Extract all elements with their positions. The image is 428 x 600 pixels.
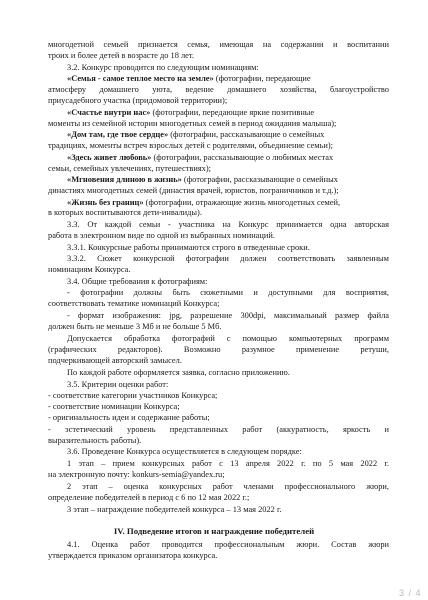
nomination-description: (фотографии, передающие яркие позитивные: [150, 108, 315, 117]
nomination-title: «Семья - самое теплое место на земле»: [67, 74, 214, 83]
page-number: 3 / 4: [399, 588, 422, 598]
requirement-line: По каждой работе оформляется заявка, согласно приложению.: [67, 368, 290, 377]
nomination-3: [67, 129, 324, 140]
nomination-title: «Счастье внутри нас»: [67, 108, 151, 117]
paragraph-line: традициях, моменты встреч взрослых детей с родителями, объединение семьи);: [48, 141, 333, 150]
section-3-2-line: 3.2. Конкурс проводится по следующим номинациям:: [67, 63, 259, 72]
nomination-description: (фотографии, отражающие жизнь многодетных семей,: [143, 198, 341, 207]
nomination-1: [67, 73, 311, 84]
criterion-line: выразительность работы).: [48, 436, 142, 445]
requirement-line: подчеркивающей авторский замысел.: [48, 356, 182, 365]
paragraph-line: троих и более детей в возрасте до 18 лет.: [48, 51, 195, 60]
nomination-description: (фотографии, рассказывающие о семейных: [181, 175, 338, 184]
nomination-2: [67, 107, 314, 118]
stage-line: 2 этап – оценка конкурсных работ членами профессионального жюри,: [67, 482, 389, 491]
section-4-heading: IV. Подведение итогов и награждение победителей: [113, 526, 315, 536]
nomination-title: «Дом там, где твое сердце»: [67, 130, 169, 139]
nomination-4: [67, 152, 333, 163]
nomination-description: (фотографии, рассказывающие о любимых местах: [151, 153, 334, 162]
section-3-6-line: 3.6. Проведение Конкурса осуществляется в следующем порядке:: [67, 447, 302, 456]
nomination-title: «Здесь живет любовь»: [67, 153, 152, 162]
requirement-line: (графических редакторов). Возможно разумное применение ретуши,: [48, 345, 389, 354]
paragraph-line: моменты из семейной истории многодетных семей в период ожидания малыша);: [48, 119, 337, 128]
paragraph-line: семьи, семейных увлечениях, путешествиях);: [48, 164, 211, 173]
paragraph-line: 3.3. От каждой семьи - участника на Конкурс принимается одна авторская: [67, 220, 389, 229]
paragraph-line: приусадебного участка (придомовой территории);: [48, 96, 228, 105]
nomination-title: «Мгновения длиною в жизнь»: [67, 175, 182, 184]
criterion-line: - оригинальность идеи и содержание работы;: [48, 413, 210, 422]
nomination-description: (фотографии, передающие: [213, 74, 311, 83]
section-3-5-line: 3.5. Критерии оценки работ:: [67, 380, 169, 389]
paragraph-line: в которых воспитываются дети-инвалиды).: [48, 208, 202, 217]
paragraph-line: утверждается приказом организатора конкурса.: [48, 551, 218, 560]
paragraph-line: атмосферу домашнего уюта, ведение домашнего хозяйства, благоустройство: [48, 85, 389, 94]
criterion-line: - соответствие категории участников Конкурса;: [48, 391, 218, 400]
paragraph-line: работа в электронном виде по одной из выбранных номинаций.: [48, 231, 275, 240]
criterion-line: - соответствие номинации Конкурса;: [48, 402, 180, 411]
requirement-line: - формат изображения: jpg, разрешение 300dpi, максимальный размер файла: [67, 311, 389, 320]
paragraph-line: многодетной семьей признается семья, имеющая на содержании и воспитании: [48, 40, 389, 49]
requirement-line: - фотографии должны быть сюжетными и доступными для восприятия,: [67, 288, 389, 297]
stage-line: на электронную почту: konkurs-semia@yandex.ru;: [48, 470, 225, 479]
paragraph-line: номинациям Конкурса.: [48, 265, 131, 274]
criterion-line: - эстетический уровень представленных работ (аккуратность, яркость и: [48, 425, 389, 434]
paragraph-line: династиях многодетных семей (династия врачей, юристов, пограничников и т.д.);: [48, 186, 339, 195]
nomination-description: (фотографии, рассказывающие о семейных: [168, 130, 325, 139]
section-3-4-line: 3.4. Общие требования к фотографиям:: [67, 277, 208, 286]
paragraph-line: 4.1. Оценка работ проводится профессиональным жюри. Состав жюри: [67, 540, 389, 549]
paragraph-line: 3.3.1. Конкурсные работы принимаются строго в отведенные сроки.: [67, 243, 310, 252]
stage-line: определение победителей в период с 6 по 12 мая 2022 г.;: [48, 493, 250, 502]
requirement-line: должен быть не меньше 3 Мб и не больше 5 Мб.: [48, 322, 222, 331]
nomination-5: [67, 174, 338, 185]
paragraph-line: 3.3.2. Сюжет конкурсной фотографии должен соответствовать заявленным: [67, 254, 389, 263]
stage-line: 1 этап – прием конкурсных работ с 13 апреля 2022 г. по 5 мая 2022 г.: [67, 459, 389, 468]
nomination-title: «Жизнь без границ»: [67, 198, 144, 207]
requirement-line: Допускается обработка фотографий с помощью компьютерных программ: [67, 334, 389, 343]
requirement-line: соответствовать тематике номинаций Конкурса;: [48, 299, 220, 308]
stage-line: 3 этап – награждение победителей конкурса – 13 мая 2022 г.: [67, 505, 282, 514]
